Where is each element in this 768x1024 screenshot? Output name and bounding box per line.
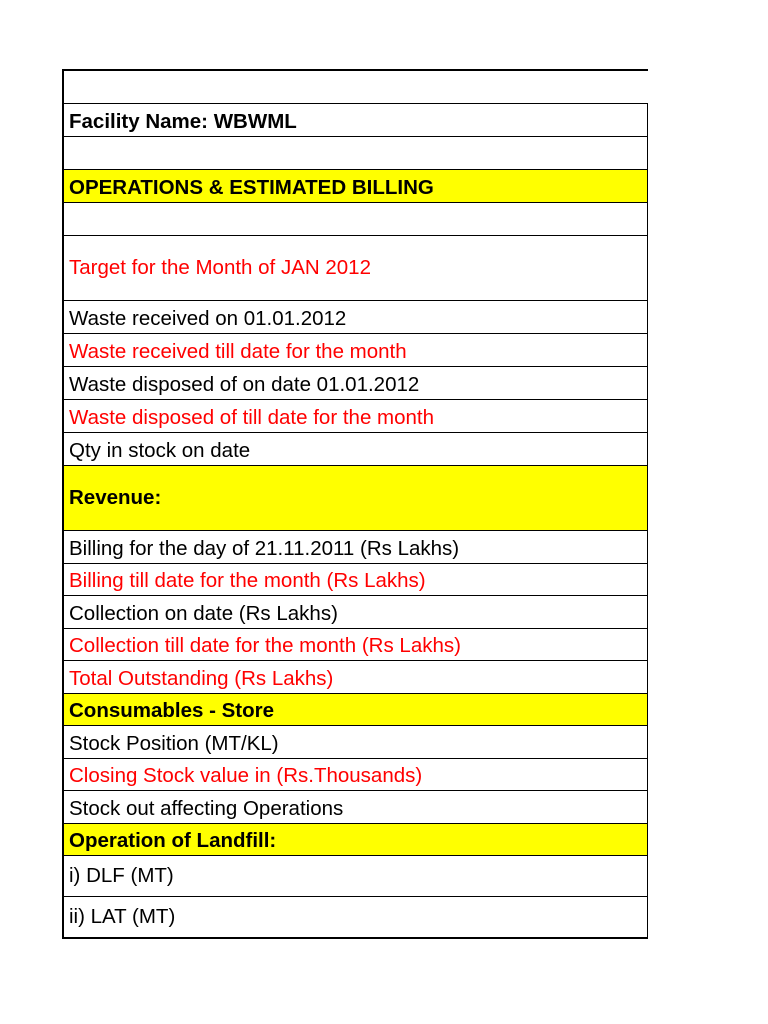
collection-month-text: Collection till date for the month (Rs Lakhs) bbox=[69, 633, 461, 657]
closing-stock-cell[interactable] bbox=[64, 759, 648, 791]
stock-position-cell[interactable] bbox=[64, 726, 648, 759]
stock-out-cell[interactable] bbox=[64, 791, 648, 824]
stock-out-text: Stock out affecting Operations bbox=[69, 796, 344, 820]
dlf-cell[interactable] bbox=[64, 856, 648, 897]
billing-month-cell[interactable] bbox=[64, 564, 648, 596]
collection-day-cell[interactable] bbox=[64, 596, 648, 629]
dlf-text: i) DLF (MT) bbox=[69, 863, 174, 887]
qty-stock-cell[interactable] bbox=[64, 433, 648, 466]
waste-disposed-day-cell[interactable] bbox=[64, 367, 648, 400]
waste-disposed-day-text: Waste disposed of on date 01.01.2012 bbox=[69, 372, 420, 396]
empty-row[interactable] bbox=[64, 137, 648, 170]
total-outstanding-text: Total Outstanding (Rs Lakhs) bbox=[69, 666, 334, 690]
revenue-header-text: Revenue: bbox=[69, 485, 162, 509]
billing-month-text: Billing till date for the month (Rs Lakhs) bbox=[69, 568, 426, 592]
consumables-header-cell[interactable] bbox=[64, 694, 648, 726]
consumables-header-text: Consumables - Store bbox=[69, 698, 275, 722]
total-outstanding-cell[interactable] bbox=[64, 661, 648, 694]
waste-received-day-cell[interactable] bbox=[64, 301, 648, 334]
facility-name-cell[interactable] bbox=[64, 104, 648, 137]
billing-day-cell[interactable] bbox=[64, 531, 648, 564]
lat-text: ii) LAT (MT) bbox=[69, 904, 176, 928]
operations-header-text: OPERATIONS & ESTIMATED BILLING bbox=[69, 175, 434, 199]
spreadsheet-table bbox=[62, 69, 648, 939]
waste-disposed-month-cell[interactable] bbox=[64, 400, 648, 433]
waste-received-month-text: Waste received till date for the month bbox=[69, 339, 407, 363]
empty-row[interactable] bbox=[64, 71, 648, 104]
waste-disposed-month-text: Waste disposed of till date for the month bbox=[69, 405, 435, 429]
waste-received-day-text: Waste received on 01.01.2012 bbox=[69, 306, 347, 330]
collection-day-text: Collection on date (Rs Lakhs) bbox=[69, 601, 338, 625]
target-text: Target for the Month of JAN 2012 bbox=[69, 255, 371, 279]
closing-stock-text: Closing Stock value in (Rs.Thousands) bbox=[69, 763, 423, 787]
target-cell[interactable] bbox=[64, 236, 648, 301]
facility-name-text: Facility Name: WBWML bbox=[69, 109, 297, 133]
operations-header-cell[interactable] bbox=[64, 170, 648, 203]
empty-row[interactable] bbox=[64, 203, 648, 236]
lat-cell[interactable] bbox=[64, 897, 648, 938]
qty-stock-text: Qty in stock on date bbox=[69, 438, 251, 462]
revenue-header-cell[interactable] bbox=[64, 466, 648, 531]
waste-received-month-cell[interactable] bbox=[64, 334, 648, 367]
landfill-header-cell[interactable] bbox=[64, 824, 648, 856]
collection-month-cell[interactable] bbox=[64, 629, 648, 661]
billing-day-text: Billing for the day of 21.11.2011 (Rs Lakhs) bbox=[69, 536, 460, 560]
stock-position-text: Stock Position (MT/KL) bbox=[69, 731, 279, 755]
landfill-header-text: Operation of Landfill: bbox=[69, 828, 277, 852]
